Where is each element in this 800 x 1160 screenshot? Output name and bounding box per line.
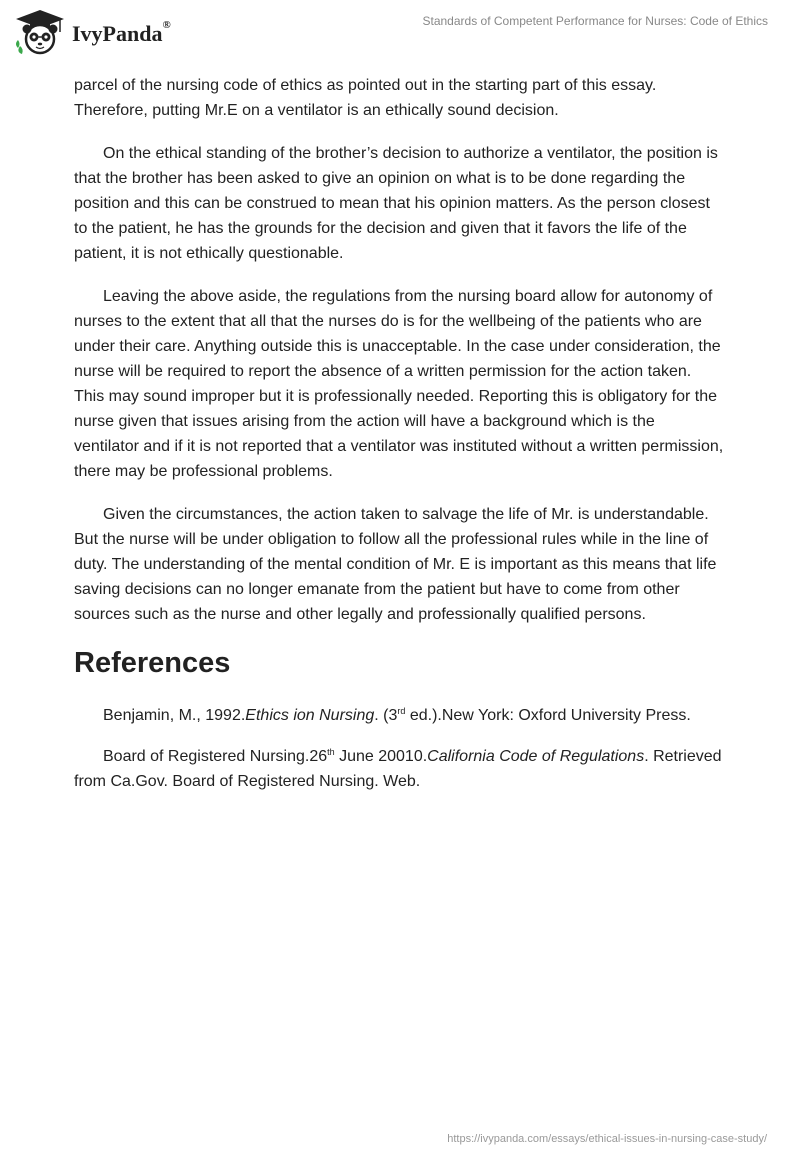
reference-entry: Board of Registered Nursing.26th June 20010.California Code of Regulations. Retrieved from Ca.Gov. Board of Registered Nursing. Web. xyxy=(74,747,722,790)
source-url[interactable]: https://ivypanda.com/essays/ethical-issues-in-nursing-case-study/ xyxy=(447,1133,767,1145)
page-header xyxy=(0,0,800,70)
paragraph: On the ethical standing of the brother’s decision to authorize a ventilator, the position is that the brother has been asked to give an opinion on what is to be done regarding the position and this can be construed to mean that his opinion matters. As the person closest to the patient, he has the grounds for the decision and given that it favors the life of the patient, it is not ethically questionable. xyxy=(74,145,718,262)
brand-name: IvyPanda® xyxy=(72,19,171,46)
paragraph: Leaving the above aside, the regulations from the nursing board allow for autonomy of nurses to the extent that all that the nurses do is for the wellbeing of the patients who are under their care. Anything outside this is unacceptable. In the case under consideration, the nurse will be required to report the absence of a written permission for the action taken. This may sound improper but it is professionally needed. Reporting this is obligatory for the nurse given that issues arising from the action will have a background which is the ventilator and if it is not reported that a ventilator was instituted without a written permission, there may be professional problems. xyxy=(74,288,724,480)
running-title: Standards of Competent Performance for Nurses: Code of Ethics xyxy=(422,14,768,28)
panda-graduation-cap-icon xyxy=(14,8,66,56)
paragraph: parcel of the nursing code of ethics as pointed out in the starting part of this essay. Therefore, putting Mr.E on a ventilator is an ethically sound decision. xyxy=(74,77,657,119)
reference-entry: Benjamin, M., 1992.Ethics ion Nursing. (3rd ed.).New York: Oxford University Press. xyxy=(103,706,691,724)
references-heading: References xyxy=(74,647,231,679)
paragraph: Given the circumstances, the action taken to salvage the life of Mr. is understandable. But the nurse will be under obligation to follow all the professional rules while in the line of duty. The understanding of the mental condition of Mr. E is important as this means that life saving decisions can no longer emanate from the patient but have to come from other sources such as the nurse and other legally and professionally qualified persons. xyxy=(74,506,717,623)
essay-body xyxy=(74,73,724,810)
ivypanda-logo[interactable] xyxy=(14,8,171,56)
